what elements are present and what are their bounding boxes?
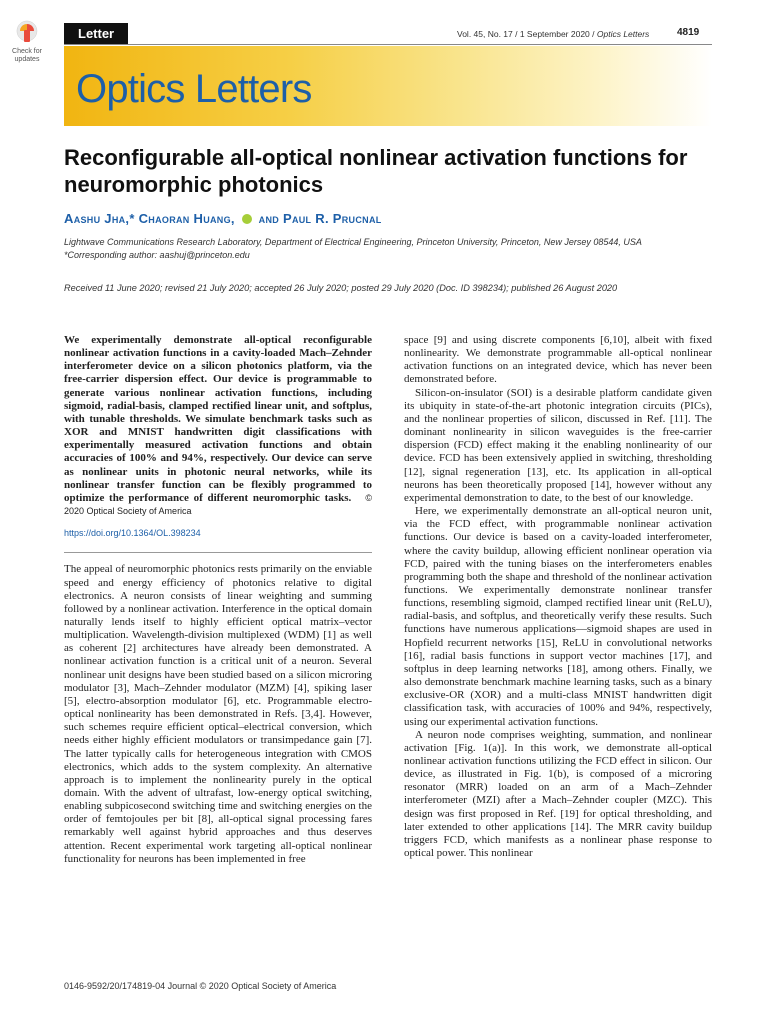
affiliation-block: [64, 236, 684, 262]
check-updates-label: Check for updates: [12, 48, 42, 63]
check-for-updates-badge[interactable]: [10, 20, 44, 64]
article-title: Reconfigurable all-optical nonlinear activation functions for neuromorphic photonics: [64, 145, 688, 197]
affiliation: Lightwave Communications Research Laboratory, Department of Electrical Engineering, Princeton University, Princeton, New Jersey 08544, USA: [64, 237, 642, 247]
doi-link[interactable]: https://doi.org/10.1364/OL.398234: [64, 528, 201, 539]
volume-line: [457, 29, 649, 39]
left-column: [64, 334, 372, 866]
authors-last: Paul R. Prucnal: [282, 211, 382, 226]
header-rule: [64, 44, 712, 45]
letter-label: Letter: [64, 23, 128, 45]
corresponding-author: *Corresponding author: aashuj@princeton.edu: [64, 250, 250, 260]
footer: 0146-9592/20/174819-04 Journal © 2020 Optical Society of America: [64, 981, 337, 991]
body-paragraph: A neuron node comprises weighting, summation, and nonlinear activation [Fig. 1(a)]. In this work, we demonstrate all-optical nonlinear activation functions utilizing the FCD effect in silicon. Our device, as illustrated in Fig. 1(b), is composed of a microring resonator (MRR) loaded on an arm of a Mach–Zehnder interferometer (MZI) after a Mach–Zehnder coupler (MZC). This design was first proposed in Ref. [19] for optical thresholding, and later extended to other applications [14]. The MRR cavity buildup triggers FCD, which manifests as a nonlinear phase response to optical power. This nonlinear: [404, 728, 712, 860]
abstract-text: We experimentally demonstrate all-optical reconfigurable nonlinear activation functions in a cavity-loaded Mach–Zehnder interferometer device on a silicon photonics platform, via the free-carrier dispersion effect. Our device is programmable to generate various nonlinear activation functions, including sigmoid, radial-basis, clamped rectified linear unit, and softplus, with tunable thresholds. We simulate benchmark tasks such as XOR and MNIST handwritten digit classifications with experimentally measured activation functions and obtain accuracies of 100% and 94%, respectively. Our device can serve as nonlinear units in photonic neural networks, while its nonlinear transfer function can be flexibly programmed to optimize the performance of different neuromorphic tasks.: [64, 334, 372, 504]
author-list: [64, 211, 382, 226]
body-paragraph: Silicon-on-insulator (SOI) is a desirable platform candidate given its ubiquity in state-of-the-art photonic integration circuits (PICs), and the nonlinear properties of silicon, discussed in Ref. [11]. The dominant nonlinearity in silicon waveguides is the free-carrier dispersion (FCD) effect making it the enabling nonlinearity of our device. FCD has been extensively applied in switching, thresholding [12], signal regeneration [13], etc. Its application in all-optical neurons has been theoretically proposed [14], however without any experimental demonstration to date, to the best of our knowledge.: [404, 386, 712, 504]
abstract: [64, 334, 372, 518]
page-number: 4819: [677, 27, 700, 38]
orcid-icon[interactable]: [242, 214, 252, 224]
authors-first: Aashu Jha,* Chaoran Huang,: [64, 211, 235, 226]
abstract-divider: [64, 552, 372, 553]
body-paragraph: The appeal of neuromorphic photonics rests primarily on the enviable speed and energy efficiency of photonics relative to digital electronics. A neuron consists of linear weighting and summing followed by a nonlinear activation. Interference in the optical domain naturally lends itself to highly efficient optical matrix–vector multiplication. Wavelength-division multiplexed (WDM) [1] as well as coherent [2] architectures have already been demonstrated. A nonlinear activation function is a critical unit of a neuron. Several nonlinear unit designs have been studied based on a silicon microring modulator [3], Mach–Zehnder modulator (MZM) [4], spiking laser [5], electro-absorption modulator [6], etc. Programmable electro-optical nonlinearity has been demonstrated in Refs. [3,4]. However, such schemes require efficient optical–electrical conversion, which needs either highly efficient modulators or transimpedance gain [7]. The latter typically calls for heterogeneous integration with CMOS electronics, which adds to the system complexity. An alternative approach is to implement the nonlinearity purely in the optical domain. With the advent of ultrafast, low-energy optical switching, enabling subpicosecond switching time and switching energies on the order of femtojoules per bit [8], all-optical signal processing fares remarkably well against hybrid approaches and thus deserves attention. Recent experimental work targeting all-optical nonlinear functionality for neurons has been implemented in free: [64, 563, 372, 865]
journal-italic: Optics Letters: [596, 29, 650, 39]
history-dates: Received 11 June 2020; revised 21 July 2020; accepted 26 July 2020; posted 29 July 2020 (Doc. ID 398234); published 26 August 2020: [64, 283, 618, 293]
check-updates-icon: [16, 20, 38, 46]
journal-name: Optics Letters: [76, 67, 312, 111]
authors-and: and: [258, 211, 280, 226]
right-column: [404, 334, 712, 860]
copyright: © 2020 Optical Society of America: [64, 492, 373, 517]
body-paragraph: Here, we experimentally demonstrate an all-optical neuron unit, via the FCD effect, with programmable nonlinear activation functions. Our device is based on a cavity-loaded interferometer, where the cavity buildup, allowing efficient nonlinear operation via FCD, paired with the tuning biases on the interferometers enables programming both the shape and threshold of the nonlinear activation functions. We experimentally demonstrate nonlinear transfer functions, resembling sigmoid, clamped rectified linear unit (ReLU), radial-basis, and softplus, and theoretically verify these results. Such functions have numerous applications—sigmoid shapes are used in Hopfield recurrent networks [15], ReLU in convolutional networks [16], radial basis functions in support vector machines [17], and softplus in deep learning networks [18], among others. Finally, we also demonstrate benchmark machine learning tasks, such as a binary exclusive-OR (XOR) and a multi-class MNIST handwritten digit classification task, with accuracies of 100% and 94%, respectively, using our experimental activation functions.: [404, 505, 712, 728]
volume-text: Vol. 45, No. 17 / 1 September 2020 /: [457, 29, 597, 39]
body-paragraph: space [9] and using discrete components [6,10], albeit with fixed nonlinearity. We demonstrate programmable all-optical nonlinear activation functions on an integrated device, which has never been demonstrated before.: [404, 334, 712, 386]
